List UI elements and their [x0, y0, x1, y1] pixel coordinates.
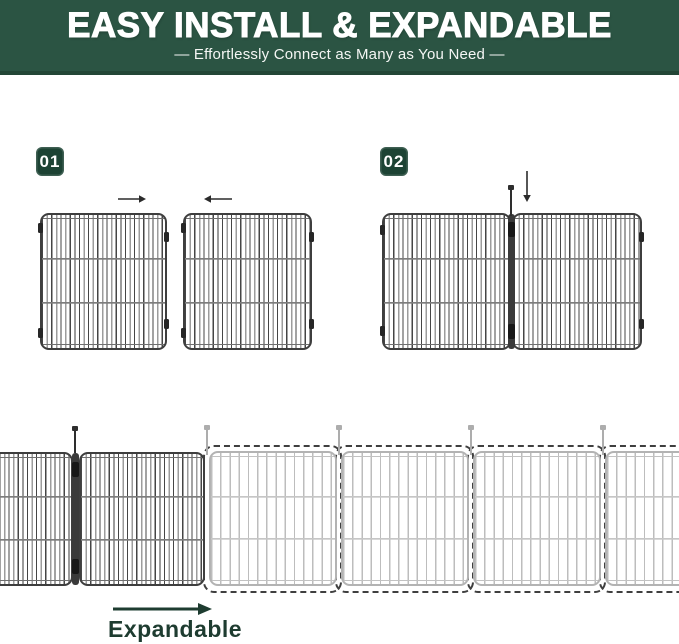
- push-left-arrow-icon: [204, 193, 232, 205]
- fence-panel-4: [341, 451, 469, 586]
- header-banner: [0, 0, 679, 75]
- fence-panel-6: [605, 451, 679, 586]
- push-right-arrow-icon: [118, 193, 146, 205]
- expand-right-arrow-icon: [113, 601, 213, 617]
- panel-joint-bar: [72, 453, 79, 585]
- connector-tab: [38, 223, 43, 233]
- connector-pin-icon: [74, 430, 76, 453]
- fence-panel-c: [382, 213, 511, 350]
- fence-panel-5: [473, 451, 601, 586]
- step-02-badge: 02: [380, 147, 408, 176]
- fence-panel-a: [40, 213, 167, 350]
- connector-tab: [309, 232, 314, 242]
- connector-pin-icon: [602, 429, 604, 455]
- insert-down-arrow-icon: [521, 171, 533, 203]
- connector-tab: [38, 328, 43, 338]
- joint-lug: [508, 222, 515, 237]
- connector-pin-icon: [338, 429, 340, 455]
- connector-pin-icon: [206, 429, 208, 455]
- connector-tab: [639, 319, 644, 329]
- fence-panel-3: [209, 451, 337, 586]
- connector-tab: [181, 328, 186, 338]
- connector-tab: [639, 232, 644, 242]
- banner-title: EASY INSTALL & EXPANDABLE: [67, 6, 612, 45]
- connector-tab: [380, 326, 385, 336]
- joint-lug: [72, 559, 79, 574]
- connector-pin-icon: [510, 189, 512, 216]
- step-01-badge: 01: [36, 147, 64, 176]
- expandable-label: Expandable: [108, 616, 243, 642]
- connector-tab: [309, 319, 314, 329]
- fence-panel-1: [0, 452, 73, 586]
- connector-tab: [380, 225, 385, 235]
- connector-pin-icon: [470, 429, 472, 455]
- fence-panel-b: [183, 213, 312, 350]
- joint-lug: [72, 462, 79, 477]
- connector-tab: [164, 319, 169, 329]
- connector-tab: [164, 232, 169, 242]
- connector-tab: [181, 223, 186, 233]
- banner-subtitle: — Effortlessly Connect as Many as You Need —: [174, 46, 505, 63]
- fence-panel-2: [79, 452, 205, 586]
- fence-panel-d: [512, 213, 642, 350]
- joint-lug: [508, 324, 515, 339]
- panel-joint-bar: [508, 214, 515, 349]
